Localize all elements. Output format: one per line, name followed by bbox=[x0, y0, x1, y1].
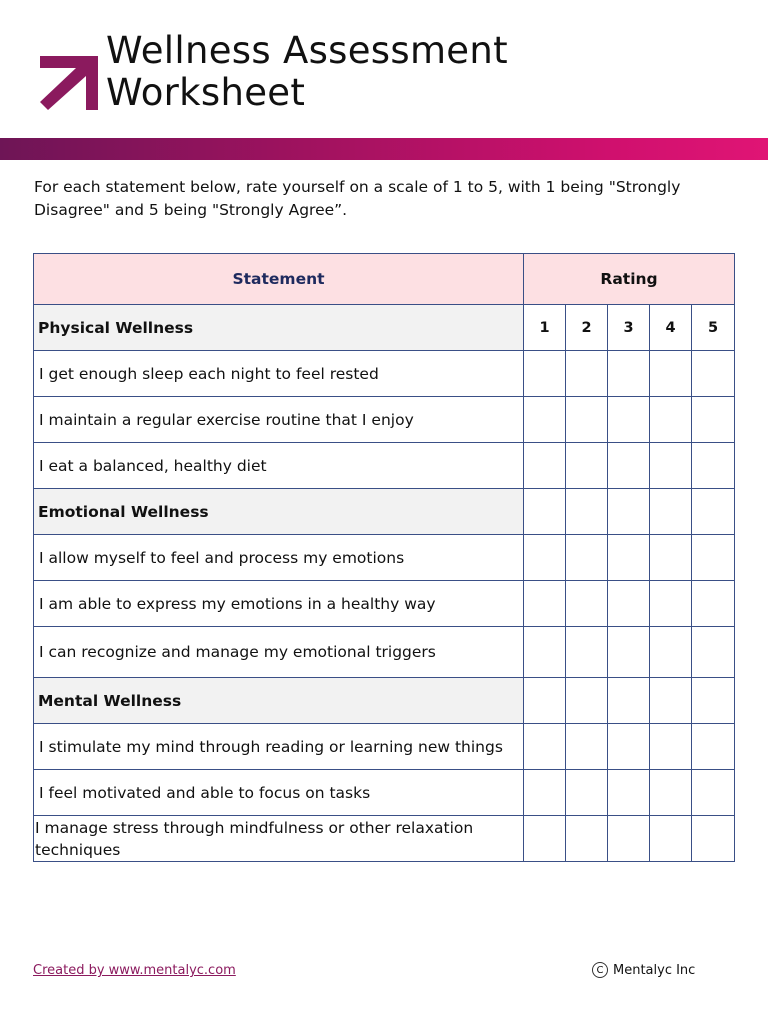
statement-text: I maintain a regular exercise routine that I enjoy bbox=[34, 397, 524, 443]
rating-label-3: 3 bbox=[608, 305, 650, 351]
section-title: Physical Wellness bbox=[34, 305, 524, 351]
rating-cell-1[interactable] bbox=[524, 535, 566, 581]
rating-cell-2[interactable] bbox=[566, 816, 608, 862]
section-title: Emotional Wellness bbox=[34, 489, 524, 535]
rating-cell-5[interactable] bbox=[692, 581, 735, 627]
statement-text: I stimulate my mind through reading or learning new things bbox=[34, 724, 524, 770]
statement-text: I am able to express my emotions in a healthy way bbox=[34, 581, 524, 627]
rating-cell-4[interactable] bbox=[650, 581, 692, 627]
rating-cell-2[interactable] bbox=[566, 724, 608, 770]
rating-cell-2[interactable] bbox=[566, 397, 608, 443]
table-header-row bbox=[34, 254, 735, 305]
rating-cell-1[interactable] bbox=[524, 351, 566, 397]
rating-cell-4[interactable] bbox=[650, 535, 692, 581]
created-by-link[interactable]: Created by www.mentalyc.com bbox=[33, 963, 236, 978]
rating-cell-1[interactable] bbox=[524, 397, 566, 443]
rating-cell-2 bbox=[566, 489, 608, 535]
company-name: Mentalyc Inc bbox=[613, 962, 696, 978]
rating-cell-4[interactable] bbox=[650, 397, 692, 443]
rating-cell-5[interactable] bbox=[692, 535, 735, 581]
instructions-text: For each statement below, rate yourself on a scale of 1 to 5, with 1 being "Strongly Disagree" and 5 being "Strongly Agree”. bbox=[34, 178, 681, 219]
rating-cell-4[interactable] bbox=[650, 770, 692, 816]
header-banner bbox=[0, 138, 768, 160]
table-row bbox=[34, 351, 735, 397]
rating-cell-4[interactable] bbox=[650, 443, 692, 489]
rating-cell-5[interactable] bbox=[692, 397, 735, 443]
rating-cell-3 bbox=[608, 678, 650, 724]
rating-cell-5[interactable] bbox=[692, 724, 735, 770]
rating-label-2: 2 bbox=[566, 305, 608, 351]
table-row bbox=[34, 724, 735, 770]
rating-cell-2[interactable] bbox=[566, 443, 608, 489]
rating-cell-2[interactable] bbox=[566, 535, 608, 581]
page-title bbox=[106, 30, 508, 114]
table-row bbox=[34, 443, 735, 489]
rating-cell-4 bbox=[650, 489, 692, 535]
rating-cell-3[interactable] bbox=[608, 816, 650, 862]
statement-text: I allow myself to feel and process my emotions bbox=[34, 535, 524, 581]
rating-cell-3[interactable] bbox=[608, 581, 650, 627]
rating-cell-2[interactable] bbox=[566, 351, 608, 397]
rating-label-4: 4 bbox=[650, 305, 692, 351]
table-row bbox=[34, 535, 735, 581]
rating-cell-1[interactable] bbox=[524, 627, 566, 678]
table-row bbox=[34, 581, 735, 627]
section-title: Mental Wellness bbox=[34, 678, 524, 724]
rating-cell-1 bbox=[524, 489, 566, 535]
table-row bbox=[34, 816, 735, 862]
rating-cell-5[interactable] bbox=[692, 443, 735, 489]
section-row-emotional bbox=[34, 489, 735, 535]
section-row-physical bbox=[34, 305, 735, 351]
rating-cell-4[interactable] bbox=[650, 816, 692, 862]
rating-label-1: 1 bbox=[524, 305, 566, 351]
rating-cell-1[interactable] bbox=[524, 443, 566, 489]
rating-cell-3[interactable] bbox=[608, 535, 650, 581]
rating-cell-5 bbox=[692, 489, 735, 535]
statement-text: I can recognize and manage my emotional triggers bbox=[34, 627, 524, 678]
table-row bbox=[34, 627, 735, 678]
table-row bbox=[34, 397, 735, 443]
rating-cell-5[interactable] bbox=[692, 627, 735, 678]
statement-column-header: Statement bbox=[34, 254, 524, 305]
rating-cell-2[interactable] bbox=[566, 627, 608, 678]
statement-text: I feel motivated and able to focus on tasks bbox=[34, 770, 524, 816]
statement-text: I get enough sleep each night to feel rested bbox=[34, 351, 524, 397]
rating-cell-2 bbox=[566, 678, 608, 724]
rating-cell-3[interactable] bbox=[608, 724, 650, 770]
section-row-mental bbox=[34, 678, 735, 724]
title-line-1: Wellness Assessment bbox=[106, 29, 508, 72]
rating-cell-1[interactable] bbox=[524, 770, 566, 816]
rating-cell-3[interactable] bbox=[608, 627, 650, 678]
rating-cell-2[interactable] bbox=[566, 581, 608, 627]
arrow-up-right-icon bbox=[40, 52, 100, 112]
rating-cell-5 bbox=[692, 678, 735, 724]
table-row bbox=[34, 770, 735, 816]
rating-cell-5[interactable] bbox=[692, 816, 735, 862]
rating-cell-4[interactable] bbox=[650, 627, 692, 678]
rating-cell-1 bbox=[524, 678, 566, 724]
rating-cell-3[interactable] bbox=[608, 397, 650, 443]
rating-cell-1[interactable] bbox=[524, 724, 566, 770]
assessment-table bbox=[33, 253, 735, 862]
rating-cell-4[interactable] bbox=[650, 724, 692, 770]
rating-cell-5[interactable] bbox=[692, 770, 735, 816]
title-line-2: Worksheet bbox=[106, 71, 306, 114]
rating-column-header: Rating bbox=[524, 254, 735, 305]
rating-cell-1[interactable] bbox=[524, 581, 566, 627]
statement-text: I manage stress through mindfulness or other relaxation techniques bbox=[34, 816, 524, 862]
copyright-icon: C bbox=[592, 962, 608, 978]
rating-cell-3[interactable] bbox=[608, 351, 650, 397]
rating-cell-4 bbox=[650, 678, 692, 724]
statement-text: I eat a balanced, healthy diet bbox=[34, 443, 524, 489]
rating-cell-2[interactable] bbox=[566, 770, 608, 816]
rating-cell-3[interactable] bbox=[608, 770, 650, 816]
rating-cell-5[interactable] bbox=[692, 351, 735, 397]
rating-label-5: 5 bbox=[692, 305, 735, 351]
copyright-notice bbox=[592, 962, 695, 978]
rating-cell-3[interactable] bbox=[608, 443, 650, 489]
rating-cell-4[interactable] bbox=[650, 351, 692, 397]
rating-cell-1[interactable] bbox=[524, 816, 566, 862]
rating-cell-3 bbox=[608, 489, 650, 535]
